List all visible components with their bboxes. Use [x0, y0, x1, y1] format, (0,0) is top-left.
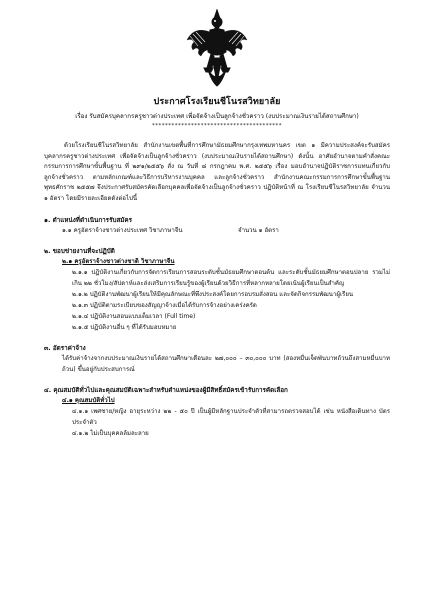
section-2-subtitle: ๒.๑ ครูอัตราจ้างชาวต่างชาติ วิชาภาษาจีน — [62, 257, 175, 265]
section-3-title: ๓. อัตราค่าจ้าง — [44, 344, 86, 352]
duty-item: ๒.๑.๒ ปฏิบัติงานพัฒนาผู้เรียนให้มีคุณลักษณะที่พึงประสงค์โดยการอบรมสั่งสอน และจัดกิจกรรมพัฒนาผู้เรียน — [72, 290, 354, 298]
duty-item: ๒.๑.๕ ปฏิบัติงานอื่น ๆ ที่ได้รับมอบหมาย — [72, 323, 177, 331]
qualification-item: ๔.๑.๑ เพศชาย/หญิง อายุระหว่าง ๒๒ - ๕๐ ปี เป็นผู้มีหลักฐานประจำตัวที่สามารถตรวจสอบได้ เช่น หนังสือเดินทาง บัตรประจำตัว — [72, 407, 390, 426]
announcement-subject: เรื่อง รับสมัครบุคลากรครูชาวต่างประเทศ เพื่อจัดจ้างเป็นลูกจ้างชั่วคราว (งบประมาณเงินรายได้สถานศึกษา) — [75, 113, 359, 120]
duty-item: ๒.๑.๓ ปฏิบัติตามระเบียบของสัญญาจ้างเมื่อได้รับการจ้างอย่างเคร่งครัด — [72, 301, 257, 309]
section-2-title: ๒. ขอบข่ายงานที่จะปฏิบัติ — [44, 247, 115, 255]
garuda-emblem — [44, 0, 390, 92]
qualification-item: ๔.๑.๒ ไม่เป็นบุคคลล้มละลาย — [72, 429, 149, 437]
position-count: จำนวน ๑ อัตรา — [238, 226, 279, 234]
position-row — [44, 225, 390, 236]
section-1-title: ๑. ตำแหน่งที่ดำเนินการรับสมัคร — [44, 216, 133, 224]
section-1 — [44, 215, 390, 236]
intro-paragraph: ด้วยโรงเรียนชีโนรสวิทยาลัย สำนักงานเขตพื้นที่การศึกษามัธยมศึกษากรุงเทพมหานคร เขต ๑ มีความประสงค์จะรับสมัครบุคลากรครูชาวต่างประเทศ เพื่อจัดจ้างเป็นลูกจ้างชั่วคราว (งบประมาณเงินรายได้สถานศึกษา) ดังนั้น อาศัยอำนาจตามคำสั่งคณะกรรมการการศึกษาขั้นพื้นฐาน ที่ ๒๙๑/๒๕๕๖ สั่ง ณ วันที่ ๘ กรกฎาคม พ.ศ. ๒๕๕๖ เรื่อง มอบอำนาจปฏิบัติราชการแทนเกี่ยวกับลูกจ้างชั่วคราว ตามหลักเกณฑ์และวิธีการบริหารงานบุคคล และลูกจ้างชั่วคราว สำนักงานคณะกรรมการการศึกษาขั้นพื้นฐาน พุทธศักราช ๒๕๕๗ จึงประกาศรับสมัครคัดเลือกบุคคลเพื่อจัดจ้างเป็นลูกจ้างชั่วคราว ปฏิบัติหน้าที่ ณ โรงเรียนชีโนรสวิทยาลัย จำนวน ๑ อัตรา โดยมีรายละเอียดดังต่อไปนี้ — [44, 142, 390, 202]
section-4-title: ๔. คุณสมบัติทั่วไปและคุณสมบัติเฉพาะสำหรับตำแหน่งของผู้มีสิทธิ์สมัครเข้ารับการคัดเลือก — [44, 386, 288, 394]
section-2 — [44, 246, 390, 333]
section-3 — [44, 343, 390, 375]
section-4-subtitle: ๔.๑ คุณสมบัติทั่วไป — [62, 396, 115, 404]
duty-item: ๒.๑.๑ ปฏิบัติงานเกี่ยวกับการจัดการเรียนการสอนระดับชั้นมัธยมศึกษาตอนต้น และระดับชั้นมัธยมศึกษาตอนปลาย รวมไม่เกิน ๒๒ ชั่วโมง/สัปดาห์และส่งเสริมการเรียนรู้ของผู้เรียนด้วยวิธีการที่หลากหลายโดยเน้นผู้เรียนเป็นสำคัญ — [72, 268, 390, 287]
wage-text: ได้รับค่าจ้างจากงบประมาณเงินรายได้สถานศึกษาเดือนละ ๒๗,๐๐๐ – ๓๐,๐๐๐ บาท (สองหมื่นเจ็ดพันบาทถ้วนถึงสามหมื่นบาทถ้วน) ขึ้นอยู่กับประสบการณ์ — [62, 354, 390, 373]
garuda-icon — [184, 6, 250, 88]
section-4 — [44, 385, 390, 439]
duty-item: ๒.๑.๔ ปฏิบัติงานสอนแบบเต็มเวลา (Full time) — [72, 312, 196, 320]
star-divider: **************************************** — [152, 123, 282, 129]
position-name: ๑.๑ ครูอัตราจ้างชาวต่างประเทศ วิชาภาษาจีน — [62, 226, 183, 234]
announcement-title: ประกาศโรงเรียนชีโนรสวิทยาลัย — [153, 97, 281, 107]
